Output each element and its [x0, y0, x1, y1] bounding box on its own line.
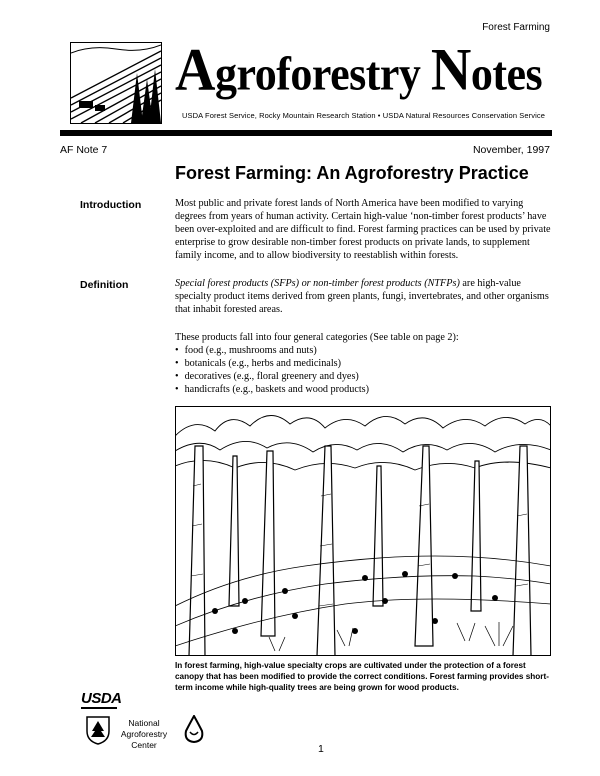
definition-paragraph [175, 277, 555, 316]
list-item: • handicrafts (e.g., baskets and wood products) [175, 383, 555, 396]
definition-body: are high-value specialty product items derived from green plants, fungi, invertebrates, and other organisms that inhabit forested areas. [175, 278, 549, 315]
list-item: • food (e.g., mushrooms and nuts) [175, 344, 555, 357]
definition-text [175, 277, 555, 316]
categories-intro: These products fall into four general categories (See table on page 2): [175, 332, 459, 343]
forest-farming-illustration [175, 406, 551, 656]
forest-service-shield-icon [85, 715, 111, 745]
nrcs-drop-icon [183, 715, 205, 743]
center-name-line: Center [131, 740, 157, 750]
section-label-definition: Definition [80, 279, 129, 291]
categories-block [175, 331, 555, 396]
categories-list [175, 344, 555, 396]
usda-logo-text: USDA [81, 690, 122, 707]
usda-logo-rule [81, 707, 117, 709]
list-item: • botanicals (e.g., herbs and medicinals) [175, 357, 555, 370]
illustration-caption: In forest farming, high-value specialty crops are cultivated under the protection of a forest canopy that has been modified to provide the correct conditions. Forest farming provides short-term income while high-quality trees are being grown for wood products. [175, 661, 549, 692]
farm-landscape-logo [70, 42, 162, 124]
section-label-introduction: Introduction [80, 199, 142, 211]
header-rule [60, 130, 552, 136]
definition-term: Special forest products (SFPs) or non-timber forest products (NTFPs) [175, 278, 460, 289]
article-title: Forest Farming: An Agroforestry Practice [175, 163, 529, 183]
page-number: 1 [318, 743, 324, 755]
center-name-line: National [128, 718, 160, 728]
center-name-line: Agroforestry [120, 729, 168, 739]
list-item: • decoratives (e.g., floral greenery and dyes) [175, 370, 555, 383]
note-id: AF Note 7 [60, 144, 108, 156]
introduction-paragraph: Most public and private forest lands of North America have been modified to varying degrees from years of human activity. Certain high-value ‘non-timber forest products’ have been over-exploited and are difficult to find. Forest farming practices can be used by private enterprise to grow desirable non-timber forest products on private lands, to supplement family income, and to allow biodiversity to reestablish within forests. [175, 198, 551, 261]
masthead-title: Agroforestry Notes [175, 36, 543, 104]
center-name [118, 718, 170, 751]
introduction-text [175, 197, 555, 262]
series-label: Forest Farming [482, 22, 550, 33]
publication-date: November, 1997 [472, 144, 550, 156]
affiliations: USDA Forest Service, Rocky Mountain Research Station • USDA Natural Resources Conservation Service [182, 111, 545, 120]
